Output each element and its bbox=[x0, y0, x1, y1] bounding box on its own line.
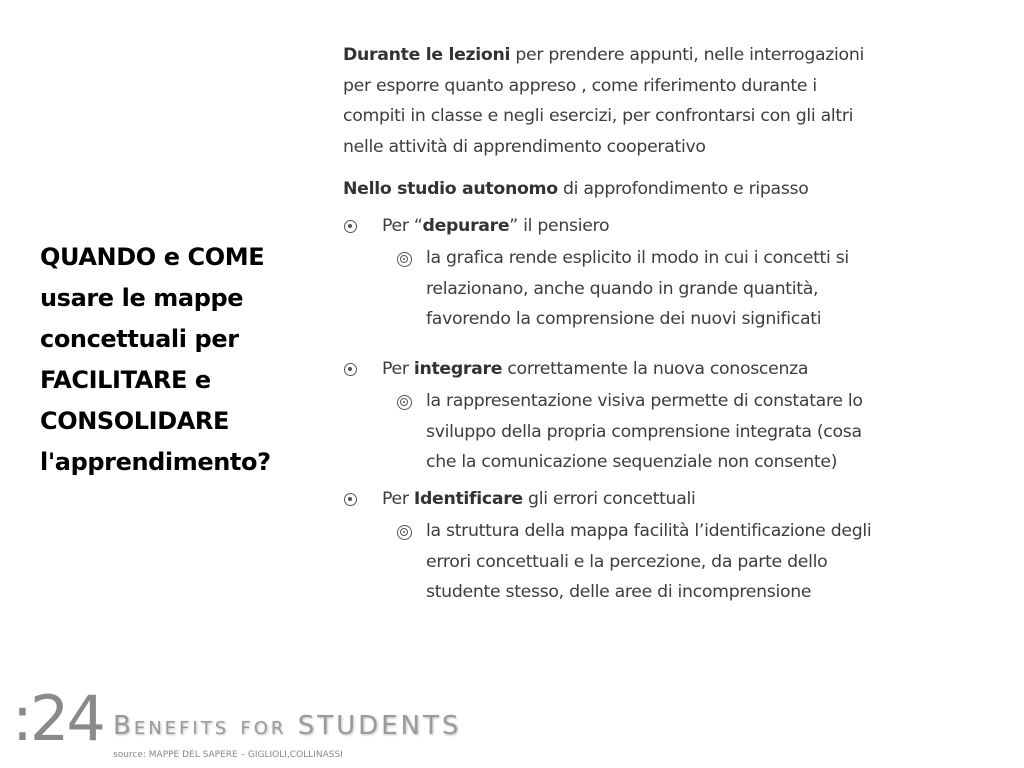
bullet-item bbox=[343, 211, 1003, 242]
title-line: QUANDO e COME bbox=[40, 243, 265, 271]
paragraph-line: per esporre quanto appreso , come riferimento durante i bbox=[343, 75, 817, 96]
double-circled-dot-icon bbox=[397, 252, 412, 267]
paragraph-line: nelle attività di apprendimento cooperativo bbox=[343, 136, 706, 157]
circled-dot-icon bbox=[344, 493, 357, 506]
sub-bullet-line: relazionano, anche quando in grande quantità, bbox=[426, 278, 819, 299]
bullet-text bbox=[382, 354, 1003, 385]
sub-bullet-line: la struttura della mappa facilità l’identificazione degli bbox=[426, 521, 872, 541]
spacer bbox=[343, 335, 1003, 354]
bullet-keyword: depurare bbox=[422, 215, 510, 236]
circled-dot-icon bbox=[344, 363, 357, 376]
circled-dot-icon bbox=[344, 220, 357, 233]
bullet-text bbox=[382, 484, 1003, 515]
title-line: FACILITARE e bbox=[40, 366, 211, 394]
sub-bullet-item bbox=[343, 386, 1003, 478]
slide-question-title bbox=[40, 237, 325, 483]
paragraph-line bbox=[343, 40, 1003, 71]
sub-bullet-line: errori concettuali e la percezione, da parte dello bbox=[426, 551, 828, 572]
bullet-text bbox=[382, 211, 1003, 242]
bullet-text-pre: Per bbox=[382, 358, 414, 379]
sub-bullet-line: che la comunicazione sequenziale non consente) bbox=[426, 452, 838, 472]
bullet-item bbox=[343, 484, 1003, 515]
slide-number: :24 bbox=[12, 682, 103, 755]
bullet-keyword: Identificare bbox=[413, 488, 523, 509]
bullet-text-post: ” il pensiero bbox=[509, 215, 610, 236]
sub-bullet-line: studente stesso, delle aree di incomprensione bbox=[426, 582, 812, 602]
sub-bullet-line: la grafica rende esplicito il modo in cui i concetti si bbox=[426, 248, 849, 268]
paragraph-text: di approfondimento e ripasso bbox=[557, 179, 809, 199]
sub-bullet-line: sviluppo della propria comprensione integrata (cosa bbox=[426, 421, 862, 442]
paragraph-autonomous-study bbox=[343, 174, 1003, 205]
sub-bullet-line: la rappresentazione visiva permette di constatare lo bbox=[426, 391, 863, 411]
bullet-text-pre: Per “ bbox=[382, 215, 423, 236]
sub-bullet-line: favorendo la comprensione dei nuovi significati bbox=[426, 309, 822, 329]
title-line: CONSOLIDARE bbox=[40, 407, 229, 435]
paragraph-line bbox=[343, 174, 1003, 205]
sub-bullet-item bbox=[343, 516, 1003, 608]
paragraph-line: compiti in classe e negli esercizi, per confrontarsi con gli altri bbox=[343, 106, 854, 126]
title-line: concettuali per bbox=[40, 325, 239, 353]
sub-bullet-item bbox=[343, 243, 1003, 335]
source-credit: source: MAPPE DEL SAPERE – GIGLIOLI,COLLINASSI bbox=[113, 750, 343, 760]
paragraph-heading: Durante le lezioni bbox=[343, 45, 511, 65]
footer-title: Benefits for STUDENTS bbox=[113, 711, 462, 741]
title-line: l'apprendimento? bbox=[40, 448, 271, 476]
paragraph-heading: Nello studio autonomo bbox=[343, 179, 558, 199]
bullet-text-post: gli errori concettuali bbox=[522, 488, 696, 509]
title-line: usare le mappe bbox=[40, 284, 244, 312]
double-circled-dot-icon bbox=[397, 395, 412, 410]
bullet-keyword: integrare bbox=[413, 358, 503, 379]
bullet-text-pre: Per bbox=[382, 488, 414, 509]
double-circled-dot-icon bbox=[397, 525, 412, 540]
bullet-item bbox=[343, 354, 1003, 385]
paragraph-during-lessons bbox=[343, 40, 1003, 162]
content-body bbox=[343, 40, 1003, 608]
paragraph-text: per prendere appunti, nelle interrogazioni bbox=[510, 45, 864, 65]
bullet-text-post: correttamente la nuova conoscenza bbox=[502, 358, 809, 379]
